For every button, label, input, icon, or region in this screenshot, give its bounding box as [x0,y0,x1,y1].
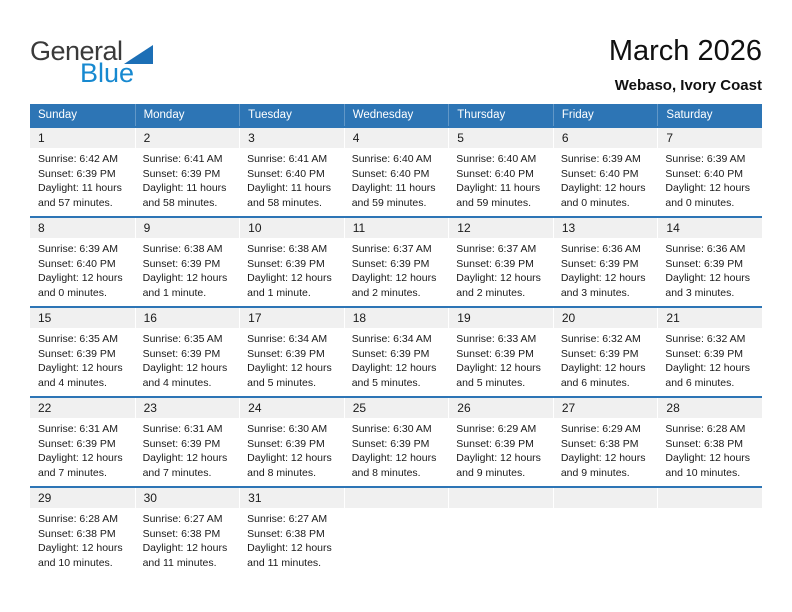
daylight-text-line1: Daylight: 12 hours [351,362,437,374]
day-cell-4 [344,128,449,216]
day-details [135,238,240,300]
daylight-text-line1: Daylight: 11 hours [351,182,436,194]
day-details [657,328,762,390]
day-details [135,148,240,210]
weekday-header-friday: Friday [553,104,658,126]
daylight-text-line2: and 10 minutes. [665,466,741,479]
day-cell-25 [344,398,449,486]
day-cell-26 [448,398,553,486]
sunrise-text: Sunrise: 6:31 AM [38,423,118,435]
day-cell-3 [239,128,344,216]
daylight-text-line1: Daylight: 12 hours [247,542,332,554]
daylight-text-line1: Daylight: 11 hours [456,182,541,194]
day-cell-13 [553,218,658,306]
day-number: 20 [553,308,658,328]
daylight-text-line2: and 4 minutes. [38,376,107,389]
sunset-text: Sunset: 6:40 PM [456,167,534,180]
sunset-text: Sunset: 6:39 PM [247,257,325,270]
daylight-text-line1: Daylight: 12 hours [665,452,751,464]
daylight-text-line2: and 0 minutes. [38,286,107,299]
sunset-text: Sunset: 6:39 PM [142,257,221,270]
daylight-text-line1: Daylight: 12 hours [38,542,123,554]
weekday-header-tuesday: Tuesday [239,104,344,126]
day-number: 13 [553,218,658,238]
day-cell-empty [657,488,762,576]
day-details [553,148,658,210]
day-cell-19 [448,308,553,396]
daylight-text-line2: and 58 minutes. [247,196,322,209]
daylight-text-line2: and 58 minutes. [142,196,218,209]
day-cell-15 [30,308,135,396]
daylight-text-line1: Daylight: 12 hours [38,272,123,284]
day-number: 14 [657,218,762,238]
sunrise-text: Sunrise: 6:35 AM [38,333,118,345]
day-details [657,148,762,210]
day-details [448,238,553,300]
day-cell-12 [448,218,553,306]
sunrise-text: Sunrise: 6:40 AM [456,153,537,165]
day-cell-9 [135,218,240,306]
day-number: 27 [553,398,658,418]
sunrise-text: Sunrise: 6:39 AM [665,153,746,165]
sunset-text: Sunset: 6:38 PM [38,527,116,540]
day-cell-14 [657,218,762,306]
sunset-text: Sunset: 6:39 PM [456,257,534,270]
day-details [657,418,762,480]
daylight-text-line1: Daylight: 12 hours [665,362,751,374]
sunset-text: Sunset: 6:40 PM [665,167,744,180]
sunrise-text: Sunrise: 6:39 AM [38,243,118,255]
sunset-text: Sunset: 6:39 PM [142,167,221,180]
day-number [657,488,762,508]
day-cell-1 [30,128,135,216]
sunrise-text: Sunrise: 6:27 AM [142,513,223,525]
day-number: 9 [135,218,240,238]
header-titles [609,36,762,94]
day-details [30,418,135,480]
day-number: 2 [135,128,240,148]
day-details [344,418,449,480]
day-number: 28 [657,398,762,418]
day-details [553,238,658,300]
day-number: 15 [30,308,135,328]
daylight-text-line1: Daylight: 12 hours [38,452,123,464]
daylight-text-line2: and 1 minute. [142,286,207,299]
location-subtitle: Webaso, Ivory Coast [614,77,762,95]
day-cell-11 [344,218,449,306]
page-title: March 2026 [608,35,762,67]
day-details [30,148,135,210]
sunset-text: Sunset: 6:39 PM [665,347,744,360]
day-number: 24 [239,398,344,418]
week-row-3 [30,306,762,396]
day-number: 1 [30,128,135,148]
daylight-text-line2: and 11 minutes. [142,556,217,569]
daylight-text-line1: Daylight: 12 hours [456,452,541,464]
sunrise-text: Sunrise: 6:36 AM [665,243,746,255]
weekday-header-row [30,104,762,126]
day-cell-23 [135,398,240,486]
day-details [239,418,344,480]
day-cell-31 [239,488,344,576]
daylight-text-line2: and 8 minutes. [247,466,317,479]
day-details [135,508,240,570]
sunrise-text: Sunrise: 6:33 AM [456,333,537,345]
daylight-text-line2: and 6 minutes. [560,376,630,389]
daylight-text-line1: Daylight: 12 hours [142,452,228,464]
day-details [344,148,449,210]
daylight-text-line1: Daylight: 11 hours [38,182,122,194]
day-details [344,238,449,300]
sunset-text: Sunset: 6:39 PM [351,437,430,450]
sunset-text: Sunset: 6:39 PM [142,437,221,450]
daylight-text-line2: and 11 minutes. [247,556,322,569]
sunrise-text: Sunrise: 6:38 AM [142,243,223,255]
weekday-header-thursday: Thursday [448,104,553,126]
sunrise-text: Sunrise: 6:41 AM [247,153,328,165]
sunset-text: Sunset: 6:39 PM [351,257,430,270]
day-cell-27 [553,398,658,486]
daylight-text-line1: Daylight: 12 hours [38,362,123,374]
daylight-text-line1: Daylight: 12 hours [142,542,228,554]
calendar-table [30,104,762,576]
sunset-text: Sunset: 6:39 PM [38,347,116,360]
sunset-text: Sunset: 6:39 PM [456,347,534,360]
day-details [239,328,344,390]
day-number: 25 [344,398,449,418]
week-row-1 [30,126,762,216]
day-details [239,508,344,570]
sunset-text: Sunset: 6:40 PM [351,167,430,180]
day-cell-6 [553,128,658,216]
daylight-text-line2: and 2 minutes. [456,286,526,299]
day-number: 5 [448,128,553,148]
daylight-text-line1: Daylight: 12 hours [560,182,646,194]
day-number: 26 [448,398,553,418]
sunrise-text: Sunrise: 6:31 AM [142,423,223,435]
daylight-text-line2: and 4 minutes. [142,376,212,389]
day-cell-20 [553,308,658,396]
sunrise-text: Sunrise: 6:30 AM [351,423,432,435]
day-cell-empty [448,488,553,576]
sunrise-text: Sunrise: 6:32 AM [665,333,746,345]
day-cell-29 [30,488,135,576]
day-cell-10 [239,218,344,306]
sunrise-text: Sunrise: 6:28 AM [38,513,118,525]
daylight-text-line1: Daylight: 12 hours [560,272,646,284]
daylight-text-line2: and 9 minutes. [560,466,630,479]
sunrise-text: Sunrise: 6:27 AM [247,513,328,525]
sunset-text: Sunset: 6:38 PM [560,437,639,450]
daylight-text-line2: and 59 minutes. [456,196,531,209]
daylight-text-line2: and 1 minute. [247,286,311,299]
day-details [135,418,240,480]
sunrise-text: Sunrise: 6:29 AM [456,423,537,435]
sunrise-text: Sunrise: 6:35 AM [142,333,223,345]
daylight-text-line1: Daylight: 12 hours [247,272,332,284]
daylight-text-line2: and 3 minutes. [560,286,630,299]
sunset-text: Sunset: 6:39 PM [560,257,639,270]
day-details [30,328,135,390]
sunset-text: Sunset: 6:39 PM [38,437,116,450]
sunrise-text: Sunrise: 6:39 AM [560,153,641,165]
day-number: 18 [344,308,449,328]
daylight-text-line2: and 6 minutes. [665,376,735,389]
day-details [553,418,658,480]
daylight-text-line2: and 59 minutes. [351,196,427,209]
day-details [239,148,344,210]
day-cell-2 [135,128,240,216]
day-cell-16 [135,308,240,396]
day-number: 31 [239,488,344,508]
day-cell-18 [344,308,449,396]
day-cell-28 [657,398,762,486]
sunset-text: Sunset: 6:38 PM [247,527,325,540]
daylight-text-line1: Daylight: 12 hours [665,182,751,194]
daylight-text-line2: and 0 minutes. [560,196,630,209]
daylight-text-line1: Daylight: 12 hours [665,272,751,284]
logo-text-blue: Blue [80,58,135,88]
daylight-text-line1: Daylight: 11 hours [142,182,227,194]
daylight-text-line2: and 2 minutes. [351,286,421,299]
weekday-header-sunday: Sunday [38,109,78,121]
day-cell-empty [344,488,449,576]
day-number [553,488,658,508]
day-cell-17 [239,308,344,396]
logo-text-general: General [30,36,123,66]
daylight-text-line2: and 7 minutes. [38,466,107,479]
week-row-2 [30,216,762,306]
daylight-text-line2: and 3 minutes. [665,286,735,299]
sunrise-text: Sunrise: 6:37 AM [351,243,432,255]
day-cell-30 [135,488,240,576]
sunset-text: Sunset: 6:40 PM [247,167,325,180]
day-cell-24 [239,398,344,486]
day-details [239,238,344,300]
daylight-text-line2: and 10 minutes. [38,556,113,569]
day-number: 30 [135,488,240,508]
daylight-text-line2: and 5 minutes. [351,376,421,389]
day-number: 7 [657,128,762,148]
sunset-text: Sunset: 6:40 PM [560,167,639,180]
week-row-5 [30,486,762,576]
day-number: 16 [135,308,240,328]
daylight-text-line1: Daylight: 12 hours [247,452,332,464]
sunrise-text: Sunrise: 6:34 AM [351,333,432,345]
sunrise-text: Sunrise: 6:37 AM [456,243,537,255]
sunset-text: Sunset: 6:39 PM [351,347,430,360]
sunset-text: Sunset: 6:40 PM [38,257,116,270]
sunrise-text: Sunrise: 6:42 AM [38,153,118,165]
sunrise-text: Sunrise: 6:36 AM [560,243,641,255]
sunrise-text: Sunrise: 6:34 AM [247,333,328,345]
daylight-text-line2: and 0 minutes. [665,196,735,209]
day-number: 10 [239,218,344,238]
day-cell-5 [448,128,553,216]
day-number: 6 [553,128,658,148]
daylight-text-line2: and 9 minutes. [456,466,526,479]
day-number: 21 [657,308,762,328]
sunset-text: Sunset: 6:38 PM [665,437,744,450]
day-details [448,418,553,480]
day-details [344,328,449,390]
day-cell-7 [657,128,762,216]
week-row-4 [30,396,762,486]
sunset-text: Sunset: 6:39 PM [665,257,744,270]
day-number: 23 [135,398,240,418]
day-details [448,328,553,390]
day-number [344,488,449,508]
sunset-text: Sunset: 6:39 PM [247,437,325,450]
day-number: 29 [30,488,135,508]
sunset-text: Sunset: 6:39 PM [560,347,639,360]
sunrise-text: Sunrise: 6:41 AM [142,153,223,165]
sunrise-text: Sunrise: 6:29 AM [560,423,641,435]
sunset-text: Sunset: 6:39 PM [38,167,116,180]
daylight-text-line1: Daylight: 11 hours [247,182,331,194]
daylight-text-line2: and 7 minutes. [142,466,212,479]
sunrise-text: Sunrise: 6:30 AM [247,423,328,435]
daylight-text-line1: Daylight: 12 hours [142,362,228,374]
day-number: 17 [239,308,344,328]
sunset-text: Sunset: 6:39 PM [142,347,221,360]
daylight-text-line1: Daylight: 12 hours [456,272,541,284]
day-number: 12 [448,218,553,238]
sunrise-text: Sunrise: 6:32 AM [560,333,641,345]
weekday-header-wednesday: Wednesday [344,104,449,126]
day-cell-empty [553,488,658,576]
day-number: 11 [344,218,449,238]
weekday-header-saturday: Saturday [657,104,762,126]
day-number: 19 [448,308,553,328]
general-blue-logo [30,36,153,88]
daylight-text-line2: and 8 minutes. [351,466,421,479]
sunset-text: Sunset: 6:39 PM [247,347,325,360]
sunset-text: Sunset: 6:38 PM [142,527,221,540]
daylight-text-line1: Daylight: 12 hours [247,362,332,374]
day-details [553,328,658,390]
calendar-weeks [30,126,762,576]
day-details [135,328,240,390]
daylight-text-line1: Daylight: 12 hours [142,272,228,284]
day-number [448,488,553,508]
day-number: 8 [30,218,135,238]
day-number: 3 [239,128,344,148]
day-details [30,238,135,300]
day-details [657,238,762,300]
day-number: 4 [344,128,449,148]
day-cell-22 [30,398,135,486]
sunrise-text: Sunrise: 6:28 AM [665,423,746,435]
day-details [448,148,553,210]
sunrise-text: Sunrise: 6:38 AM [247,243,328,255]
daylight-text-line2: and 57 minutes. [38,196,113,209]
weekday-header-monday: Monday [135,104,240,126]
daylight-text-line1: Daylight: 12 hours [351,272,437,284]
sunrise-text: Sunrise: 6:40 AM [351,153,432,165]
sunset-text: Sunset: 6:39 PM [456,437,534,450]
day-details [30,508,135,570]
daylight-text-line1: Daylight: 12 hours [351,452,437,464]
day-number: 22 [30,398,135,418]
daylight-text-line2: and 5 minutes. [247,376,317,389]
daylight-text-line2: and 5 minutes. [456,376,526,389]
daylight-text-line1: Daylight: 12 hours [560,452,646,464]
daylight-text-line1: Daylight: 12 hours [456,362,541,374]
daylight-text-line1: Daylight: 12 hours [560,362,646,374]
day-cell-8 [30,218,135,306]
day-cell-21 [657,308,762,396]
